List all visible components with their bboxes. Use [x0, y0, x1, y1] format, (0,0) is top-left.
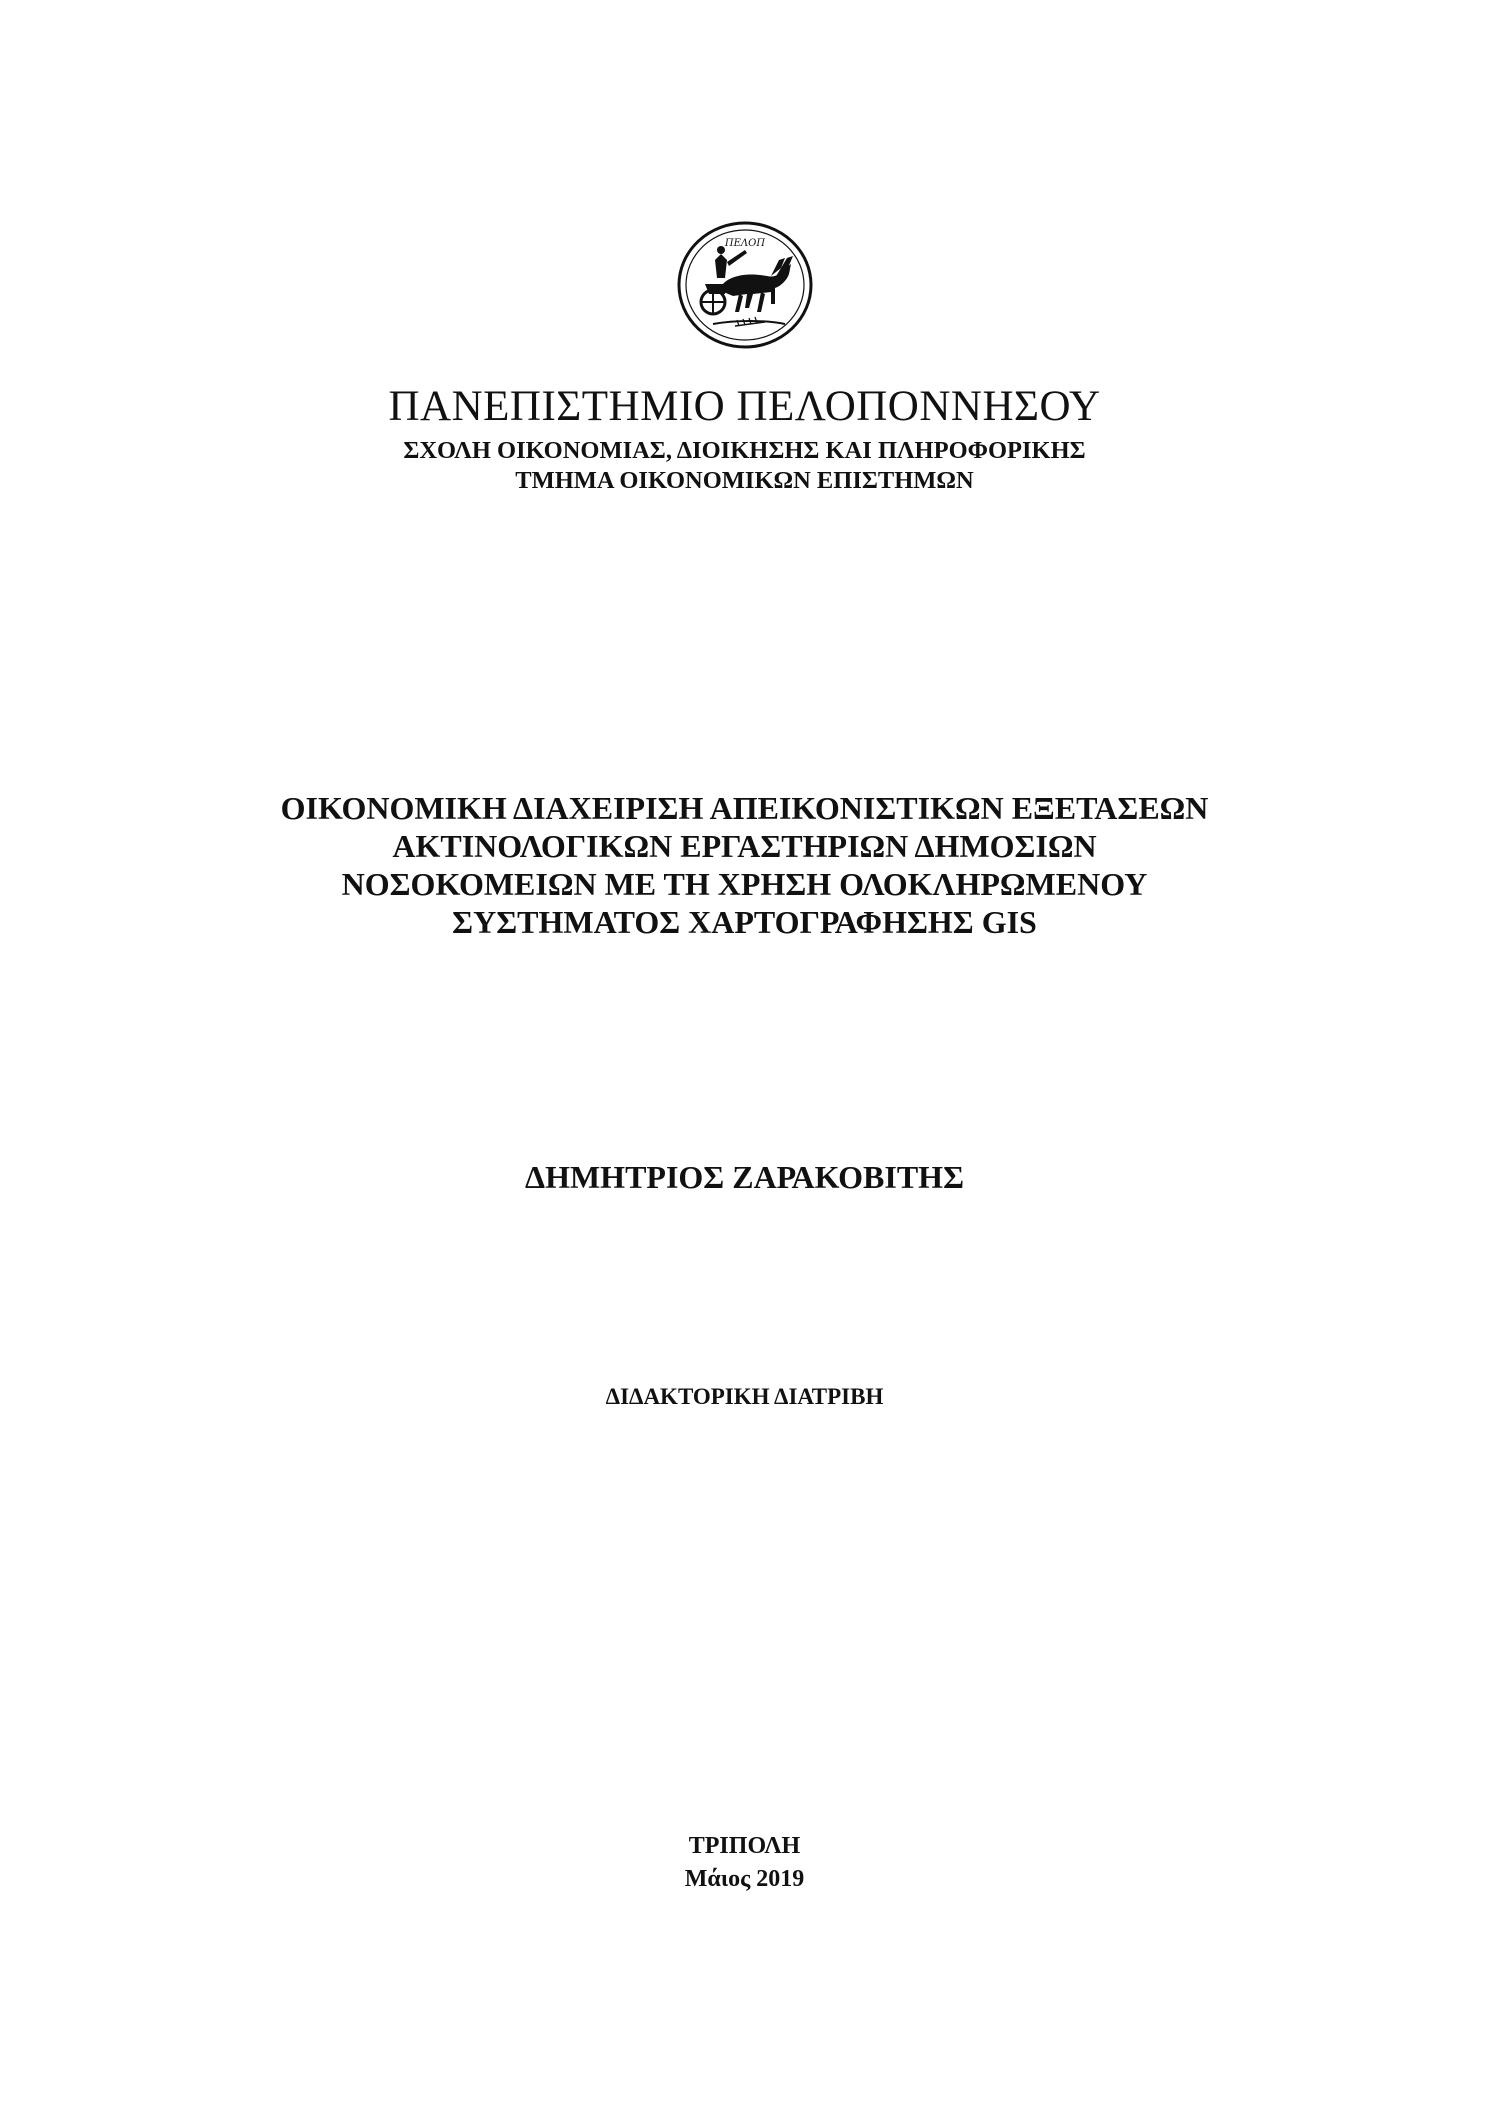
school-name: ΣΧΟΛΗ ΟΙΚΟΝΟΜΙΑΣ, ΔΙΟΙΚΗΣΗΣ ΚΑΙ ΠΛΗΡΟΦΟΡΙΚΗΣ [403, 437, 1086, 464]
university-name: ΠΑΝΕΠΙΣΤΗΜΙΟ ΠΕΛΟΠΟΝΝΗΣΟΥ [388, 383, 1101, 430]
university-seal-icon [675, 220, 815, 350]
document-type: ΔΙΔΑΚΤΟΡΙΚΗ ΔΙΑΤΡΙΒΗ [605, 1384, 884, 1409]
department-name: ΤΜΗΜΑ ΟΙΚΟΝΟΜΙΚΩΝ ΕΠΙΣΤΗΜΩΝ [515, 467, 974, 494]
thesis-title-line: ΟΙΚΟΝΟΜΙΚΗ ΔΙΑΧΕΙΡΙΣΗ ΑΠΕΙΚΟΝΙΣΤΙΚΩΝ ΕΞΕΤΑΣΕΩΝ [280, 790, 1209, 826]
thesis-title-line: ΣΥΣΤΗΜΑΤΟΣ ΧΑΡΤΟΓΡΑΦΗΣΗΣ GIS [452, 904, 1037, 940]
svg-text:ΠΕΛΟΠ: ΠΕΛΟΠ [724, 238, 766, 249]
thesis-title [0, 789, 1489, 941]
institution-block [0, 436, 1489, 496]
author-name: ΔΗΜΗΤΡΙΟΣ ΖΑΡΑΚΟΒΙΤΗΣ [525, 1159, 964, 1195]
date: Μάιος 2019 [684, 1866, 805, 1892]
thesis-title-line: ΝΟΣΟΚΟΜΕΙΩΝ ΜΕ ΤΗ ΧΡΗΣΗ ΟΛΟΚΛΗΡΩΜΕΝΟΥ [341, 866, 1148, 902]
place: ΤΡΙΠΟΛΗ [688, 1833, 801, 1859]
place-date-block [0, 1830, 1489, 1896]
thesis-title-line: ΑΚΤΙΝΟΛΟΓΙΚΩΝ ΕΡΓΑΣΤΗΡΙΩΝ ΔΗΜΟΣΙΩΝ [392, 828, 1097, 864]
